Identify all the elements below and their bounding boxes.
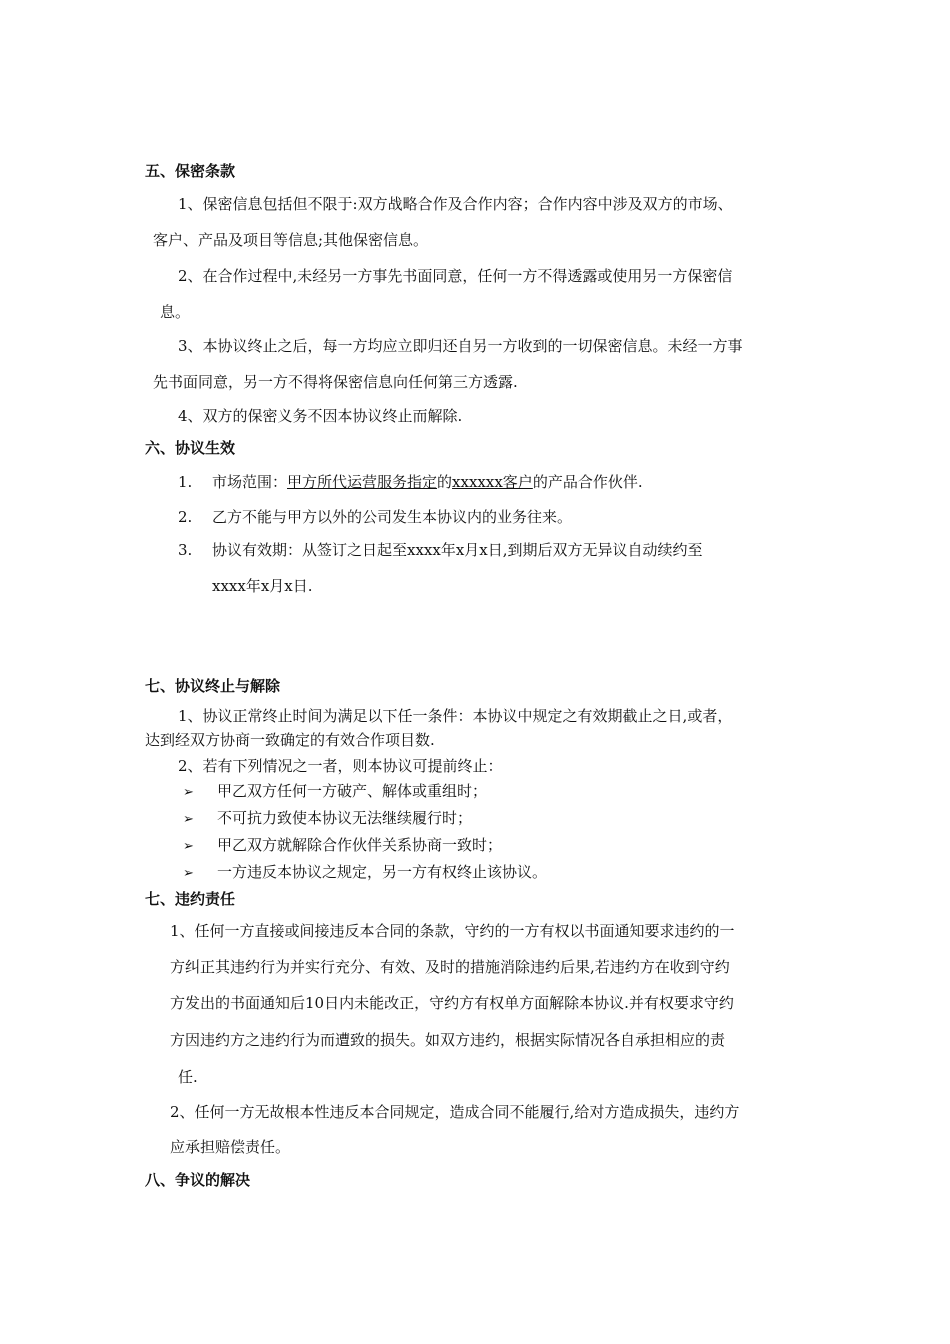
item-text: 的产品合作伙伴. [532, 473, 643, 491]
item-number: 1. [178, 473, 193, 491]
arrow-bullet-icon: ➢ [183, 839, 194, 854]
section-5-clause-2-line-1: 2、在合作过程中,未经另一方事先书面同意，任何一方不得透露或使用另一方保密信 [178, 267, 733, 285]
bullet-text: 甲乙双方任何一方破产、解体或重组时； [217, 782, 488, 800]
section-7-termination-clause-2: 2、若有下列情况之一者，则本协议可提前终止： [178, 757, 503, 775]
bullet-item [183, 808, 472, 830]
underlined-text: 甲方所代运营服务指定 [287, 473, 438, 491]
bullet-item [183, 781, 487, 803]
section-5-clause-3-line-1: 3、本协议终止之后，每一方均应立即归还自另一方收到的一切保密信息。未经一方事 [178, 337, 743, 355]
item-text: 协议有效期：从签订之日起至xxxx年x月x日,到期后双方无异议自动续约至 [212, 541, 703, 559]
section-7-termination-clause-1-line-1: 1、协议正常终止时间为满足以下任一条件：本协议中规定之有效期截止之日,或者， [178, 707, 733, 725]
section-7-termination-heading: 七、协议终止与解除 [145, 677, 281, 695]
section-7-liability-clause-1-line-4: 方因违约方之违约行为而遭致的损失。如双方违约，根据实际情况各自承担相应的责 [170, 1031, 726, 1049]
item-number: 2. [178, 508, 193, 526]
section-5-clause-4: 4、双方的保密义务不因本协议终止而解除. [178, 407, 463, 425]
section-7-termination-clause-1-line-2: 达到经双方协商一致确定的有效合作项目数. [145, 731, 435, 749]
bullet-item [183, 835, 502, 857]
section-6-item-3-continuation: xxxx年x月x日. [212, 577, 313, 595]
section-6-item-1 [178, 472, 643, 492]
section-6-item-3 [178, 540, 703, 560]
arrow-bullet-icon: ➢ [183, 866, 194, 881]
item-text: 乙方不能与甲方以外的公司发生本协议内的业务往来。 [212, 508, 573, 526]
section-7-liability-clause-1-line-1: 1、任何一方直接或间接违反本合同的条款，守约的一方有权以书面通知要求违约的一 [170, 922, 735, 940]
bullet-text: 不可抗力致使本协议无法继续履行时； [217, 809, 473, 827]
section-5-heading: 五、保密条款 [145, 162, 236, 180]
bullet-item [183, 862, 547, 884]
item-number: 3. [178, 541, 193, 559]
section-7-liability-clause-1-line-5: 任. [178, 1068, 198, 1086]
section-6-heading: 六、协议生效 [145, 439, 236, 457]
section-5-clause-1-line-2: 客户、产品及项目等信息;其他保密信息。 [153, 231, 429, 249]
section-7-liability-clause-1-line-2: 方纠正其违约行为并实行充分、有效、及时的措施消除违约后果,若违约方在收到守约 [170, 958, 730, 976]
item-text: 市场范围： [212, 473, 288, 491]
bullet-text: 甲乙双方就解除合作伙伴关系协商一致时； [217, 836, 503, 854]
section-7-liability-heading: 七、违约责任 [145, 890, 236, 908]
item-text: 的 [437, 473, 453, 491]
section-6-item-2 [178, 507, 572, 527]
section-7-liability-clause-2-line-2: 应承担赔偿责任。 [170, 1138, 291, 1156]
section-5-clause-1-line-1: 1、保密信息包括但不限于:双方战略合作及合作内容；合作内容中涉及双方的市场、 [178, 195, 733, 213]
section-8-heading: 八、争议的解决 [145, 1171, 251, 1189]
arrow-bullet-icon: ➢ [183, 785, 194, 800]
section-7-liability-clause-2-line-1: 2、任何一方无故根本性违反本合同规定，造成合同不能履行,给对方造成损失，违约方 [170, 1103, 740, 1121]
underlined-text: xxxxxx客户 [452, 473, 533, 491]
bullet-text: 一方违反本协议之规定，另一方有权终止该协议。 [217, 863, 548, 881]
arrow-bullet-icon: ➢ [183, 812, 194, 827]
section-5-clause-2-line-2: 息。 [160, 303, 191, 321]
section-7-liability-clause-1-line-3: 方发出的书面通知后10日内未能改正，守约方有权单方面解除本协议.并有权要求守约 [170, 994, 734, 1012]
section-5-clause-3-line-2: 先书面同意，另一方不得将保密信息向任何第三方透露. [153, 373, 518, 391]
